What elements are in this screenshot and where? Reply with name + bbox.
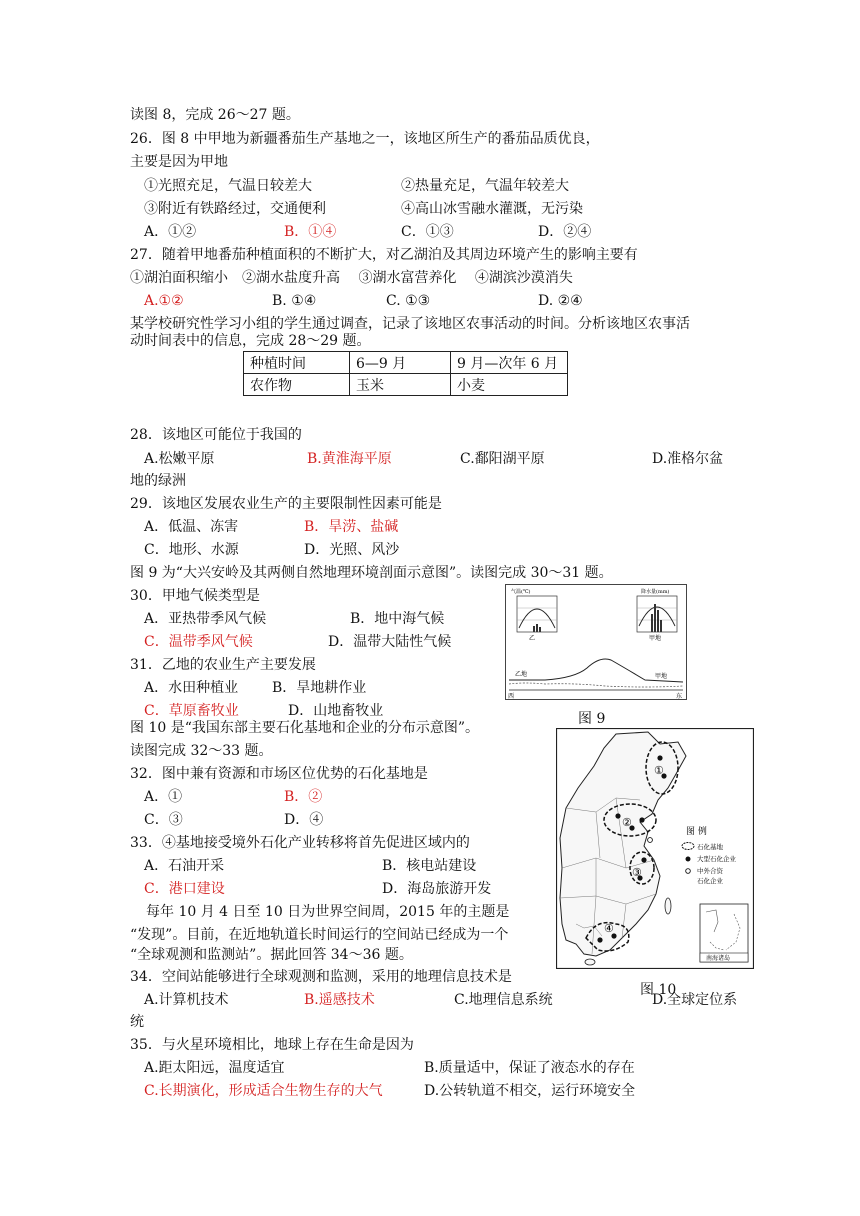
q29-choice-c: C．地形、水源 [144, 542, 239, 558]
climograph-right-caption: 甲地 [649, 635, 662, 642]
q34-choice-b-answer: B.遥感技术 [304, 992, 375, 1008]
intro-fig10-line2: 读图完成 32～33 题。 [130, 743, 273, 759]
table-cell: 农作物 [244, 374, 350, 396]
legend-item-jv: 中外合资 [697, 867, 723, 875]
q34-choice-d-cont: 统 [130, 1014, 144, 1030]
intro-34-line3: “全球观测和监测站”。据此回答 34～36 题。 [130, 947, 413, 963]
q28-choice-c: C.鄱阳湖平原 [460, 451, 545, 467]
q29-choice-d: D．光照、风沙 [304, 542, 400, 558]
q26-opt4: ④高山冰雪融水灌溉，无污染 [401, 201, 583, 217]
figure-9-profile [505, 584, 687, 700]
profile-label-yi: 乙地 [515, 671, 528, 678]
q28-choice-b-answer: B.黄淮海平原 [307, 451, 392, 467]
q27-choice-a-answer: A.①② [144, 293, 184, 309]
map-marker-4: ④ [604, 922, 614, 935]
q26-choice-d: D．②④ [538, 224, 592, 240]
q31-choice-c-answer: C．草原畜牧业 [144, 703, 239, 719]
q28-stem: 28．该地区可能位于我国的 [130, 427, 302, 443]
direction-west: 西 [508, 693, 515, 700]
q33-choice-a: A．石油开采 [144, 858, 225, 874]
q33-choice-b: B．核电站建设 [382, 858, 477, 874]
map-marker-2: ② [622, 816, 632, 829]
legend-title: 图 例 [686, 827, 707, 837]
q30-choice-a: A．亚热带季风气候 [144, 611, 267, 627]
intro-fig10-line1: 图 10 是“我国东部主要石化基地和企业的分布示意图”。 [130, 720, 480, 736]
inset-label: 南海诸岛 [706, 955, 731, 962]
q26-opt2: ②热量充足，气温年较差大 [401, 178, 569, 194]
q32-choice-d: D．④ [284, 812, 324, 828]
climograph-left-ylabel: 气温(℃) [511, 589, 531, 595]
q30-choice-c-answer: C．温带季风气候 [144, 634, 253, 650]
q26-stem: 26．图 8 中甲地为新疆番茄生产基地之一，该地区所生产的番茄品质优良， [130, 131, 600, 147]
map-marker-3: ③ [632, 866, 642, 879]
intro-28-line1: 某学校研究性学习小组的学生通过调查，记录了该地区农事活动的时间。分析该地区农事活 [130, 316, 690, 332]
q34-stem: 34．空间站能够进行全球观测和监测，采用的地理信息技术是 [130, 969, 512, 985]
q32-choice-a: A．① [144, 789, 183, 805]
table-cell: 种植时间 [244, 352, 350, 374]
q35-choice-d: D.公转轨道不相交，运行环境安全 [424, 1083, 636, 1099]
profile-label-jia: 甲地 [655, 673, 668, 680]
table-cell: 小麦 [451, 374, 568, 396]
q31-choice-b: B．旱地耕作业 [272, 680, 367, 696]
q31-stem: 31．乙地的农业生产主要发展 [130, 657, 316, 673]
intro-34-line2: “发现”。目前，在近地轨道长时间运行的空间站已经成为一个 [130, 927, 509, 943]
farming-calendar-table [243, 351, 568, 396]
q35-choice-c-answer: C.长期演化，形成适合生物生存的大气 [144, 1083, 383, 1099]
figure-10-caption: 图 10 [640, 982, 677, 998]
q35-choice-a: A.距太阳远，温度适宜 [144, 1060, 285, 1076]
table-row [244, 352, 568, 374]
table-cell: 6—9 月 [350, 352, 451, 374]
q30-choice-d: D．温带大陆性气候 [328, 634, 452, 650]
q29-choice-a: A．低温、冻害 [144, 519, 239, 535]
q27-stem: 27．随着甲地番茄种植面积的不断扩大，对乙湖泊及其周边环境产生的影响主要有 [130, 247, 638, 263]
climograph-left-caption: 乙 [529, 635, 536, 642]
q33-choice-d: D．海岛旅游开发 [382, 881, 492, 897]
intro-fig9: 图 9 为“大兴安岭及其两侧自然地理环境剖面示意图”。读图完成 30～31 题。 [130, 565, 613, 581]
climograph-right-ylabel: 降水量(mm) [641, 589, 670, 595]
legend-item-jv-cont: 石化企业 [697, 877, 723, 885]
q27-choice-d: D. ②④ [538, 293, 583, 309]
q28-choice-d: D.准格尔盆 [652, 451, 724, 467]
table-row [244, 374, 568, 396]
q26-choice-a: A．①② [144, 224, 197, 240]
q26-opt1: ①光照充足，气温日较差大 [144, 178, 312, 194]
q29-choice-b-answer: B．旱涝、盐碱 [304, 519, 399, 535]
q35-stem: 35．与火星环境相比，地球上存在生命是因为 [130, 1037, 414, 1053]
q35-choice-b: B.质量适中，保证了液态水的存在 [424, 1060, 635, 1076]
q26-opt3: ③附近有铁路经过，交通便利 [144, 201, 326, 217]
q33-choice-c-answer: C．港口建设 [144, 881, 225, 897]
intro-fig8: 读图 8，完成 26～27 题。 [130, 107, 300, 123]
q26-choice-b-answer: B．①④ [284, 224, 337, 240]
q30-stem: 30．甲地气候类型是 [130, 588, 260, 604]
q27-choice-c: C. ①③ [386, 293, 431, 309]
q34-choice-a: A.计算机技术 [144, 992, 229, 1008]
q26-choice-c: C．①③ [401, 224, 454, 240]
intro-34-line1: 每年 10 月 4 日至 10 日为世界空间周，2015 年的主题是 [146, 904, 510, 920]
map-marker-1: ① [654, 764, 664, 777]
q31-choice-d: D．山地畜牧业 [288, 703, 384, 719]
figure-9-caption: 图 9 [578, 711, 606, 727]
q34-choice-c: C.地理信息系统 [454, 992, 553, 1008]
q32-stem: 32．图中兼有资源和市场区位优势的石化基地是 [130, 766, 428, 782]
q28-choice-d-cont: 地的绿洲 [130, 473, 186, 489]
q32-choice-c: C．③ [144, 812, 183, 828]
q30-choice-b: B．地中海气候 [350, 611, 445, 627]
direction-east: 东 [676, 693, 683, 700]
q32-choice-b-answer: B．② [284, 789, 323, 805]
q29-stem: 29．该地区发展农业生产的主要限制性因素可能是 [130, 496, 442, 512]
q27-options: ①湖泊面积缩小 ②湖水盐度升高 ③湖水富营养化 ④湖滨沙漠消失 [130, 270, 573, 286]
q31-choice-a: A．水田种植业 [144, 680, 239, 696]
q26-stem-cont: 主要是因为甲地 [130, 154, 228, 170]
q33-stem: 33．④基地接受境外石化产业转移将首先促进区域内的 [130, 835, 470, 851]
intro-28-line2: 动时间表中的信息，完成 28～29 题。 [130, 333, 371, 349]
table-cell: 9 月—次年 6 月 [451, 352, 568, 374]
q34-choice-d: D.全球定位系 [652, 992, 738, 1008]
table-cell: 玉米 [350, 374, 451, 396]
q27-choice-b: B. ①④ [272, 293, 317, 309]
legend-item-base: 石化基地 [697, 843, 723, 851]
q28-choice-a: A.松嫩平原 [144, 451, 215, 467]
figure-10-map [556, 728, 754, 969]
legend-item-large: 大型石化企业 [697, 855, 736, 863]
